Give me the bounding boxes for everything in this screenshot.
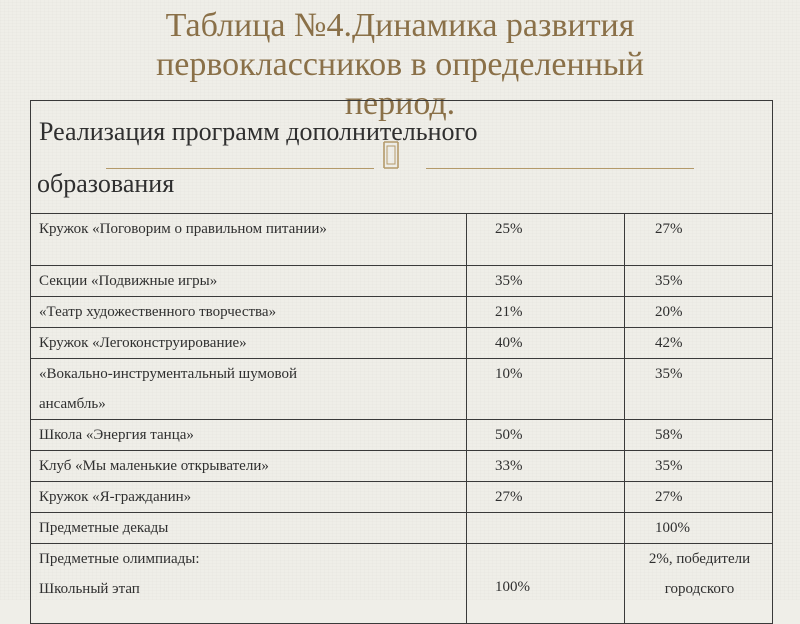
row-name: «Театр художественного творчества» [31,297,467,328]
row-name-line-2: ансамбль» [39,396,106,412]
row-value-1 [467,513,625,544]
table-row [31,513,773,544]
row-value-1: 25% [467,214,625,266]
table-row [31,544,773,624]
table-row [31,297,773,328]
row-value-1: 40% [467,328,625,359]
table-row [31,482,773,513]
row-value-2 [625,544,773,624]
row-value-1: 10% [467,359,625,420]
row-value-1: 21% [467,297,625,328]
row-value-1: 27% [467,482,625,513]
row-name [31,359,467,420]
title-line-1: Таблица №4.Динамика развития [165,7,635,44]
divider-right [426,168,694,169]
row-value-2: 35% [625,266,773,297]
table-row [31,328,773,359]
row-name-line-1: Предметные олимпиады: [39,551,200,567]
row-name: Кружок «Я-гражданин» [31,482,467,513]
ornament-icon [381,141,401,169]
row-name [31,544,467,624]
table-row [31,214,773,266]
row-name: Клуб «Мы маленькие открыватели» [31,451,467,482]
row-value-2: 100% [625,513,773,544]
table-row [31,420,773,451]
row-value-2-line-1: 2%, победители [648,551,751,567]
row-value-2: 35% [625,451,773,482]
row-name: Школа «Энергия танца» [31,420,467,451]
row-value-1: 100% [467,544,625,624]
header-line-2: образования [37,169,175,198]
row-name: Секции «Подвижные игры» [31,266,467,297]
divider-left [106,168,374,169]
programs-table [30,100,773,624]
row-value-2: 58% [625,420,773,451]
title-line-3: период. [344,85,456,122]
row-name-line-1: «Вокально-инструментальный шумовой [39,366,298,382]
row-name: Кружок «Легоконструирование» [31,328,467,359]
table-row [31,359,773,420]
row-name: Кружок «Поговорим о правильном питании» [31,214,467,266]
row-value-2: 35% [625,359,773,420]
row-value-2-line-2: городского [664,581,735,597]
table-row [31,451,773,482]
row-value-1: 35% [467,266,625,297]
row-name: Предметные декады [31,513,467,544]
row-value-1: 33% [467,451,625,482]
header-line-1: Реализация программ дополнительного [39,117,478,146]
row-value-1: 50% [467,420,625,451]
row-value-2: 27% [625,482,773,513]
title-line-2: первоклассников в определенный [156,46,644,83]
row-value-2: 27% [625,214,773,266]
row-name-line-2: Школьный этап [39,581,140,597]
table-header [31,101,773,214]
table-row [31,266,773,297]
row-value-2: 42% [625,328,773,359]
row-value-2: 20% [625,297,773,328]
